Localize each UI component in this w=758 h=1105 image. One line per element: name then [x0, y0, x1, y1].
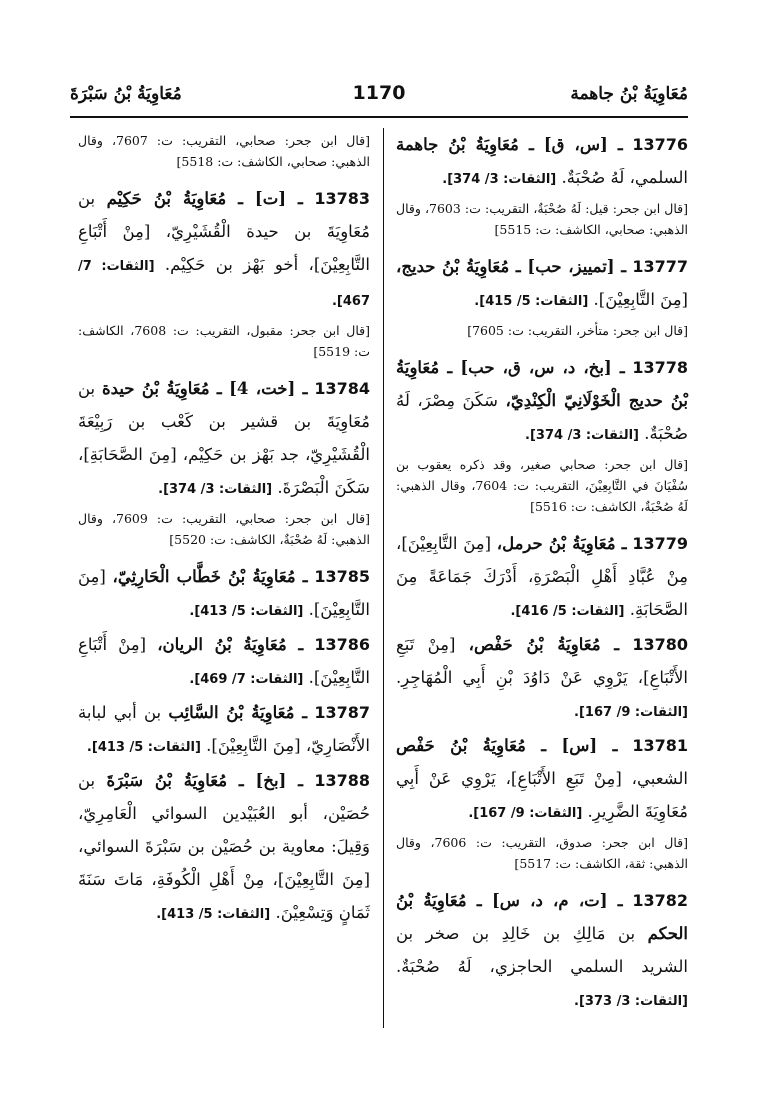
entry	[78, 182, 370, 318]
entry-number: 13782	[632, 891, 688, 910]
entry-note: [قال ابن جحر: صدوق، التقريب: ت: 7606، وقال الذهبي: ثقة، الكاشف: ت: 5517]	[396, 835, 688, 871]
entry-body: السلمي، لَهُ صُحْبَةٌ.	[556, 168, 688, 187]
entry-number: 13779	[632, 534, 688, 553]
entry	[396, 128, 688, 196]
entry-body: [مِنَ التَّابِعِيْنَ]، مِنْ عُبَّادِ أَهْلِ الْبَصْرَةِ، أَدْرَكَ جَمَاعَةً مِنَ الصَّحَابَةِ.	[396, 534, 688, 619]
entry-note: [قال ابن جحر: قيل: لَهُ صُحْبَةٌ، التقريب: ت: 7603، وقال الذهبي: صحابي، الكاشف: ت: 5515]	[396, 201, 688, 237]
entry-number: 13777	[632, 257, 688, 276]
entry-reference: [الثقات: 5/ 416].	[510, 604, 625, 619]
entry-name: ـ مُعَاوِيَةُ بْنُ حرمل،	[496, 534, 627, 553]
entry-name: ـ مُعَاوِيَةُ بْنُ السَّائِب	[168, 703, 308, 722]
entry-name: ـ مُعَاوِيَةُ بْنُ حَفْص،	[468, 635, 620, 654]
entry-reference: [الثقات: 3/ 374].	[158, 482, 273, 497]
entry-body: الشعبي، [مِنْ تَبَعِ الأَتْبَاعِ]، يَرْوِي عَنْ أَبِي مُعَاوِيَةَ الضَّرِيرِ.	[396, 769, 688, 821]
entry-reference: [الثقات: 3/ 374].	[442, 172, 557, 187]
entry-name: ـ [بخ] ـ مُعَاوِيَةُ بْنُ سَبْرَةَ	[106, 771, 303, 790]
entry-number: 13785	[314, 567, 371, 586]
entry-reference: [الثقات: 5/ 413].	[189, 604, 304, 619]
entry-number: 13787	[314, 703, 371, 722]
entry-reference: [الثقات: 7/ 467].	[78, 259, 370, 309]
entry-note: [قال ابن جحر: صحابي، التقريب: ت: 7609، وقال الذهبي: لَهُ صُحْبَةٌ، الكاشف: ت: 5520]	[78, 511, 370, 547]
entry-body: [مِنَ التَّابِعِيْنَ].	[78, 567, 370, 619]
entry-body: بن حُصَيْن، أبو العُبَيْدين السوائي الْعَامِرِيّ، وَقِيلَ: معاوية بن حُصَيْن بن سَبْرَةَ السوائي، [مِنَ التَّابِعِيْنَ]، مِنْ أَهْلِ الْكُوفَةِ، مَاتَ سَنَةَ ثَمَانٍ وَتِسْعِيْنَ.	[78, 771, 370, 922]
entry-name: ـ مُعَاوِيَةُ بْنُ خَطَّاب الْحَارِثِيّ،	[112, 567, 308, 586]
running-head-left: مُعَاوِيَةُ بْنُ سَبْرَةَ	[70, 84, 182, 104]
entry-number: 13780	[632, 635, 689, 654]
entry-name: ـ [ت، م، د، س] ـ مُعَاوِيَةُ بْنُ الحكم	[396, 891, 688, 943]
entry-name: ـ [س، ق] ـ مُعَاوِيَةُ بْنُ جاهمة	[396, 135, 623, 154]
entry-body: بن أبي لبابة الأَنْصَارِيّ، [مِنَ التَّابِعِيْنَ].	[78, 703, 370, 755]
entry-note: [قال ابن جحر: متأخر، التقريب: ت: 7605]	[467, 323, 688, 338]
entry-number: 13784	[314, 379, 371, 398]
entry-name: ـ [تمييز، حب] ـ مُعَاوِيَةُ بْنُ حديج،	[396, 257, 627, 276]
entry	[396, 628, 688, 729]
entry	[78, 560, 370, 628]
entry-reference: [الثقات: 3/ 373].	[574, 994, 688, 1009]
entry-body: [مِنَ التَّابِعِيْنَ].	[588, 290, 688, 309]
entry-name: ـ مُعَاوِيَةُ بْنُ الريان،	[157, 635, 304, 654]
entry-reference: [الثقات: 5/ 415].	[474, 294, 589, 309]
entry-body: بن مُعَاوِيَةَ بن حيدة الْقُشَيْرِيّ، [مِنْ أَتْبَاعِ التَّابِعِيْنَ]، أخو بَهْز بن حَكِيْم.	[78, 189, 370, 274]
entry-name: ـ [خت، 4] ـ مُعَاوِيَةُ بْنُ حيدة	[102, 379, 308, 398]
entry-name: ـ [بخ، د، س، ق، حب] ـ مُعَاوِيَةُ بْنُ حديج الْخَوْلَانِيّ الْكِنْدِيّ،	[396, 358, 689, 410]
entry-name: ـ [س] ـ مُعَاوِيَةُ بْنُ حَفْص	[396, 736, 618, 755]
entry-number: 13788	[314, 771, 370, 790]
entry-note: [قال ابن جحر: مقبول، التقريب: ت: 7608، الكاشف: ت: 5519]	[78, 323, 370, 359]
entry	[78, 628, 370, 696]
entry	[78, 696, 370, 764]
entry-body: بن مَالِكِ بن خَالِدِ بن صخر بن الشريد السلمي الحاجزي، لَهُ صُحْبَةٌ.	[396, 924, 688, 976]
entry-number: 13781	[632, 736, 689, 755]
entry	[396, 250, 688, 318]
entry-body: [مِنْ تَبَعِ الأَتْبَاعِ]، يَرْوِي عَنْ دَاوُدَ بْنِ أَبِي الْمُهَاجِرِ.	[396, 635, 688, 687]
entry-reference: [الثقات: 7/ 469].	[189, 672, 304, 687]
column-divider	[383, 128, 384, 1028]
entry	[78, 764, 370, 931]
entry-body: سَكَنَ مِصْرَ، لَهُ صُحْبَةٌ.	[396, 391, 688, 443]
entry-number: 13783	[314, 189, 370, 208]
entry-number: 13778	[632, 358, 688, 377]
page-header	[70, 84, 688, 114]
entry-reference: [الثقات: 9/ 167].	[468, 806, 583, 821]
header-rule	[70, 116, 688, 118]
entry-reference: [الثقات: 3/ 374].	[525, 428, 640, 443]
entry-note: [قال ابن جحر: صحابي، التقريب: ت: 7607، وقال الذهبي: صحابي، الكاشف: ت: 5518]	[78, 133, 370, 169]
entry-note: [قال ابن جحر: صحابي صغير، وقد ذكره يعقوب بن سُفْيَانَ في التَّابِعِيْنَ، التقريب: ت: 7604، وقال الذهبي: لَهُ صُحْبَةٌ، الكاشف: ت: 5516]	[396, 457, 688, 514]
entry-body: بن مُعَاوِيَةَ بن قشير بن كَعْب بن رَبِيْعَةَ الْقُشَيْرِيّ، جد بَهْز بن حَكِيْم، [مِنَ الصَّحَابَةِ]، سَكَنَ الْبَصْرَةَ.	[78, 379, 370, 497]
entry-reference: [الثقات: 9/ 167].	[574, 705, 688, 720]
entry	[396, 729, 688, 830]
right-column	[396, 128, 688, 1018]
left-column	[78, 128, 370, 931]
entry	[396, 351, 688, 452]
entry-name: ـ [ت] ـ مُعَاوِيَةُ بْنُ حَكِيْم	[106, 189, 303, 208]
entry-reference: [الثقات: 5/ 413].	[86, 740, 201, 755]
entry-number: 13776	[632, 135, 689, 154]
running-head-right: مُعَاوِيَةُ بْنُ جاهمة	[570, 84, 688, 104]
entry	[396, 884, 688, 1018]
page-number: 1170	[352, 82, 406, 104]
entry	[396, 527, 688, 628]
entry	[78, 372, 370, 506]
entry-body: [مِنْ أَتْبَاعِ التَّابِعِيْنَ].	[78, 635, 370, 687]
entry-number: 13786	[314, 635, 371, 654]
entry-reference: [الثقات: 5/ 413].	[156, 907, 271, 922]
